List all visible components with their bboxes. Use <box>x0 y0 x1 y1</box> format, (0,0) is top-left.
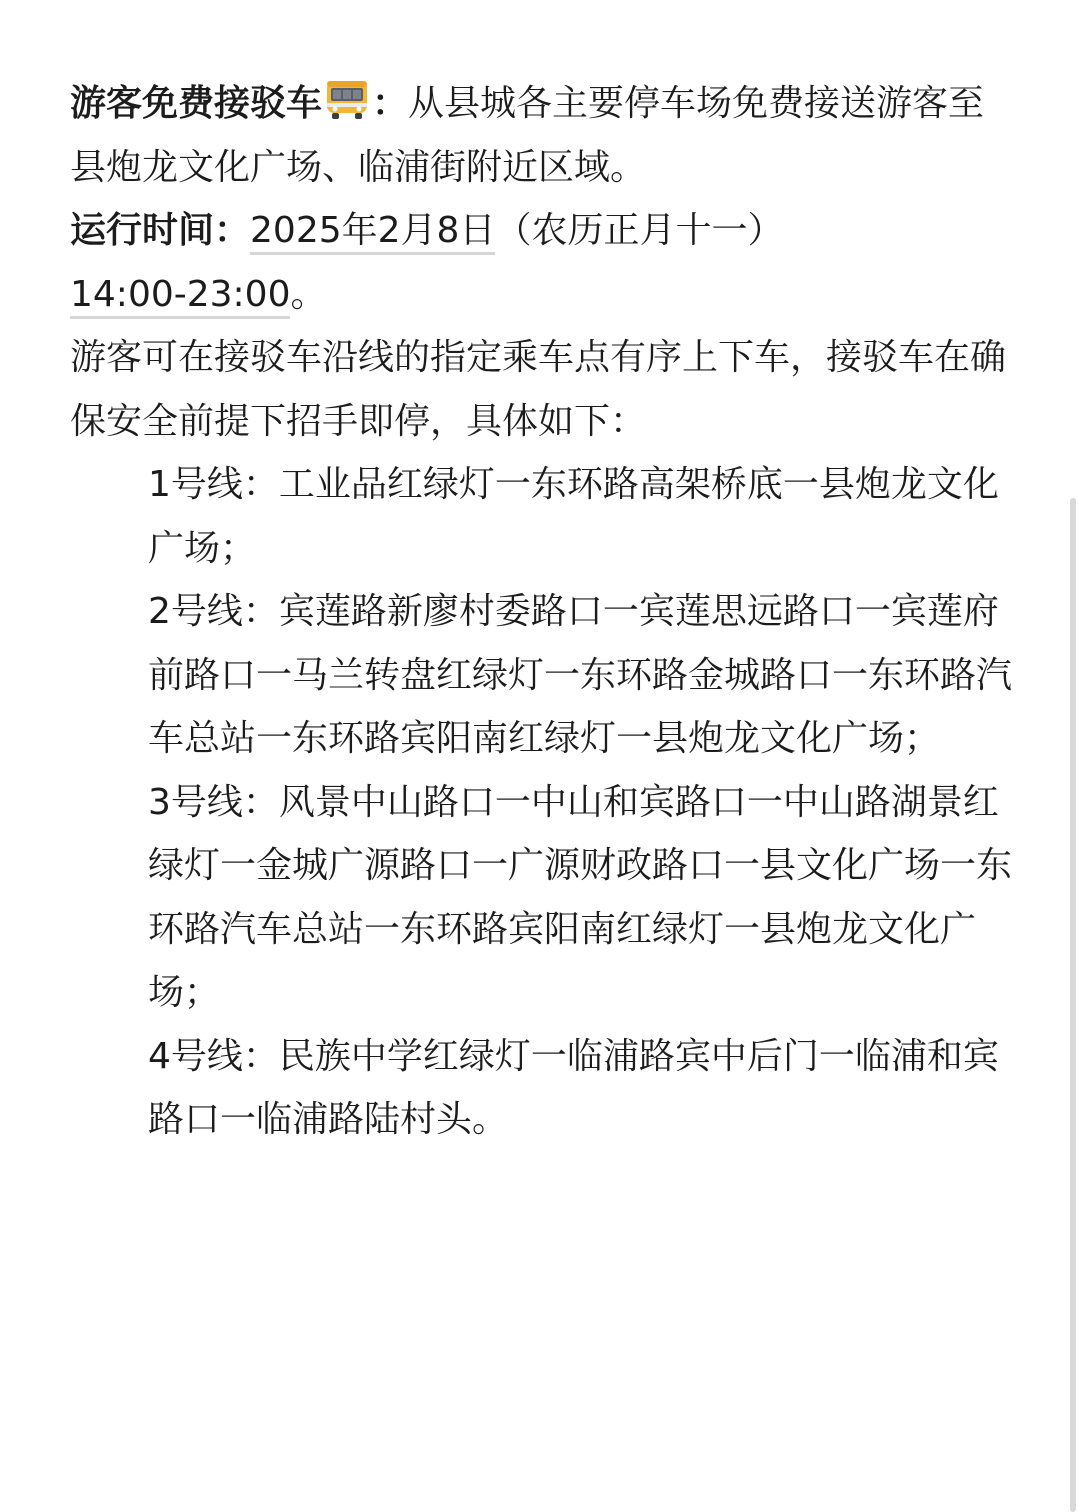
schedule-end-punct: 。 <box>290 273 327 315</box>
schedule-date-link[interactable]: 2025年2月8日 <box>250 210 495 255</box>
route-item <box>70 453 1015 580</box>
scrollbar[interactable] <box>1070 498 1076 1512</box>
shuttle-description: 从县城各主要停车场免费接送游客至县炮龙文化广场、临浦街附近区域。 <box>70 83 985 188</box>
route-label: 3号线： <box>148 781 279 823</box>
schedule-time-link[interactable]: 14:00-23:00 <box>70 274 290 319</box>
bus-icon <box>324 79 370 121</box>
route-stops: 民族中学红绿灯一临浦路宾中后门一临浦和宾路口一临浦路陆村头。 <box>148 1035 999 1140</box>
shuttle-paragraph <box>70 72 1015 199</box>
route-item <box>70 580 1015 771</box>
route-stops: 风景中山路口一中山和宾路口一中山路湖景红绿灯一金城广源路口一广源财政路口一县文化广场一东环路汽车总站一东环路宾阳南红绿灯一县炮龙文化广场； <box>148 781 1013 1013</box>
route-item <box>70 771 1015 1025</box>
route-stops: 工业品红绿灯一东环路高架桥底一县炮龙文化广场； <box>148 464 999 569</box>
article-body <box>70 72 1015 1152</box>
notice-paragraph: 游客可在接驳车沿线的指定乘车点有序上下车，接驳车在确保安全前提下招手即停，具体如下： <box>70 337 1007 442</box>
schedule-lunar-date: （农历正月十一） <box>495 210 784 251</box>
schedule-paragraph <box>70 199 1015 326</box>
route-label: 2号线： <box>148 591 279 632</box>
route-label: 4号线： <box>148 1035 279 1077</box>
route-label: 1号线： <box>148 464 279 505</box>
route-stops: 宾莲路新廖村委路口一宾莲思远路口一宾莲府前路口一马兰转盘红绿灯一东环路金城路口一东环路汽车总站一东环路宾阳南红绿灯一县炮龙文化广场； <box>148 591 1013 759</box>
shuttle-title-colon: ： <box>372 83 409 124</box>
route-item <box>70 1025 1015 1152</box>
schedule-label: 运行时间： <box>70 210 251 251</box>
shuttle-title: 游客免费接驳车 <box>70 83 323 124</box>
